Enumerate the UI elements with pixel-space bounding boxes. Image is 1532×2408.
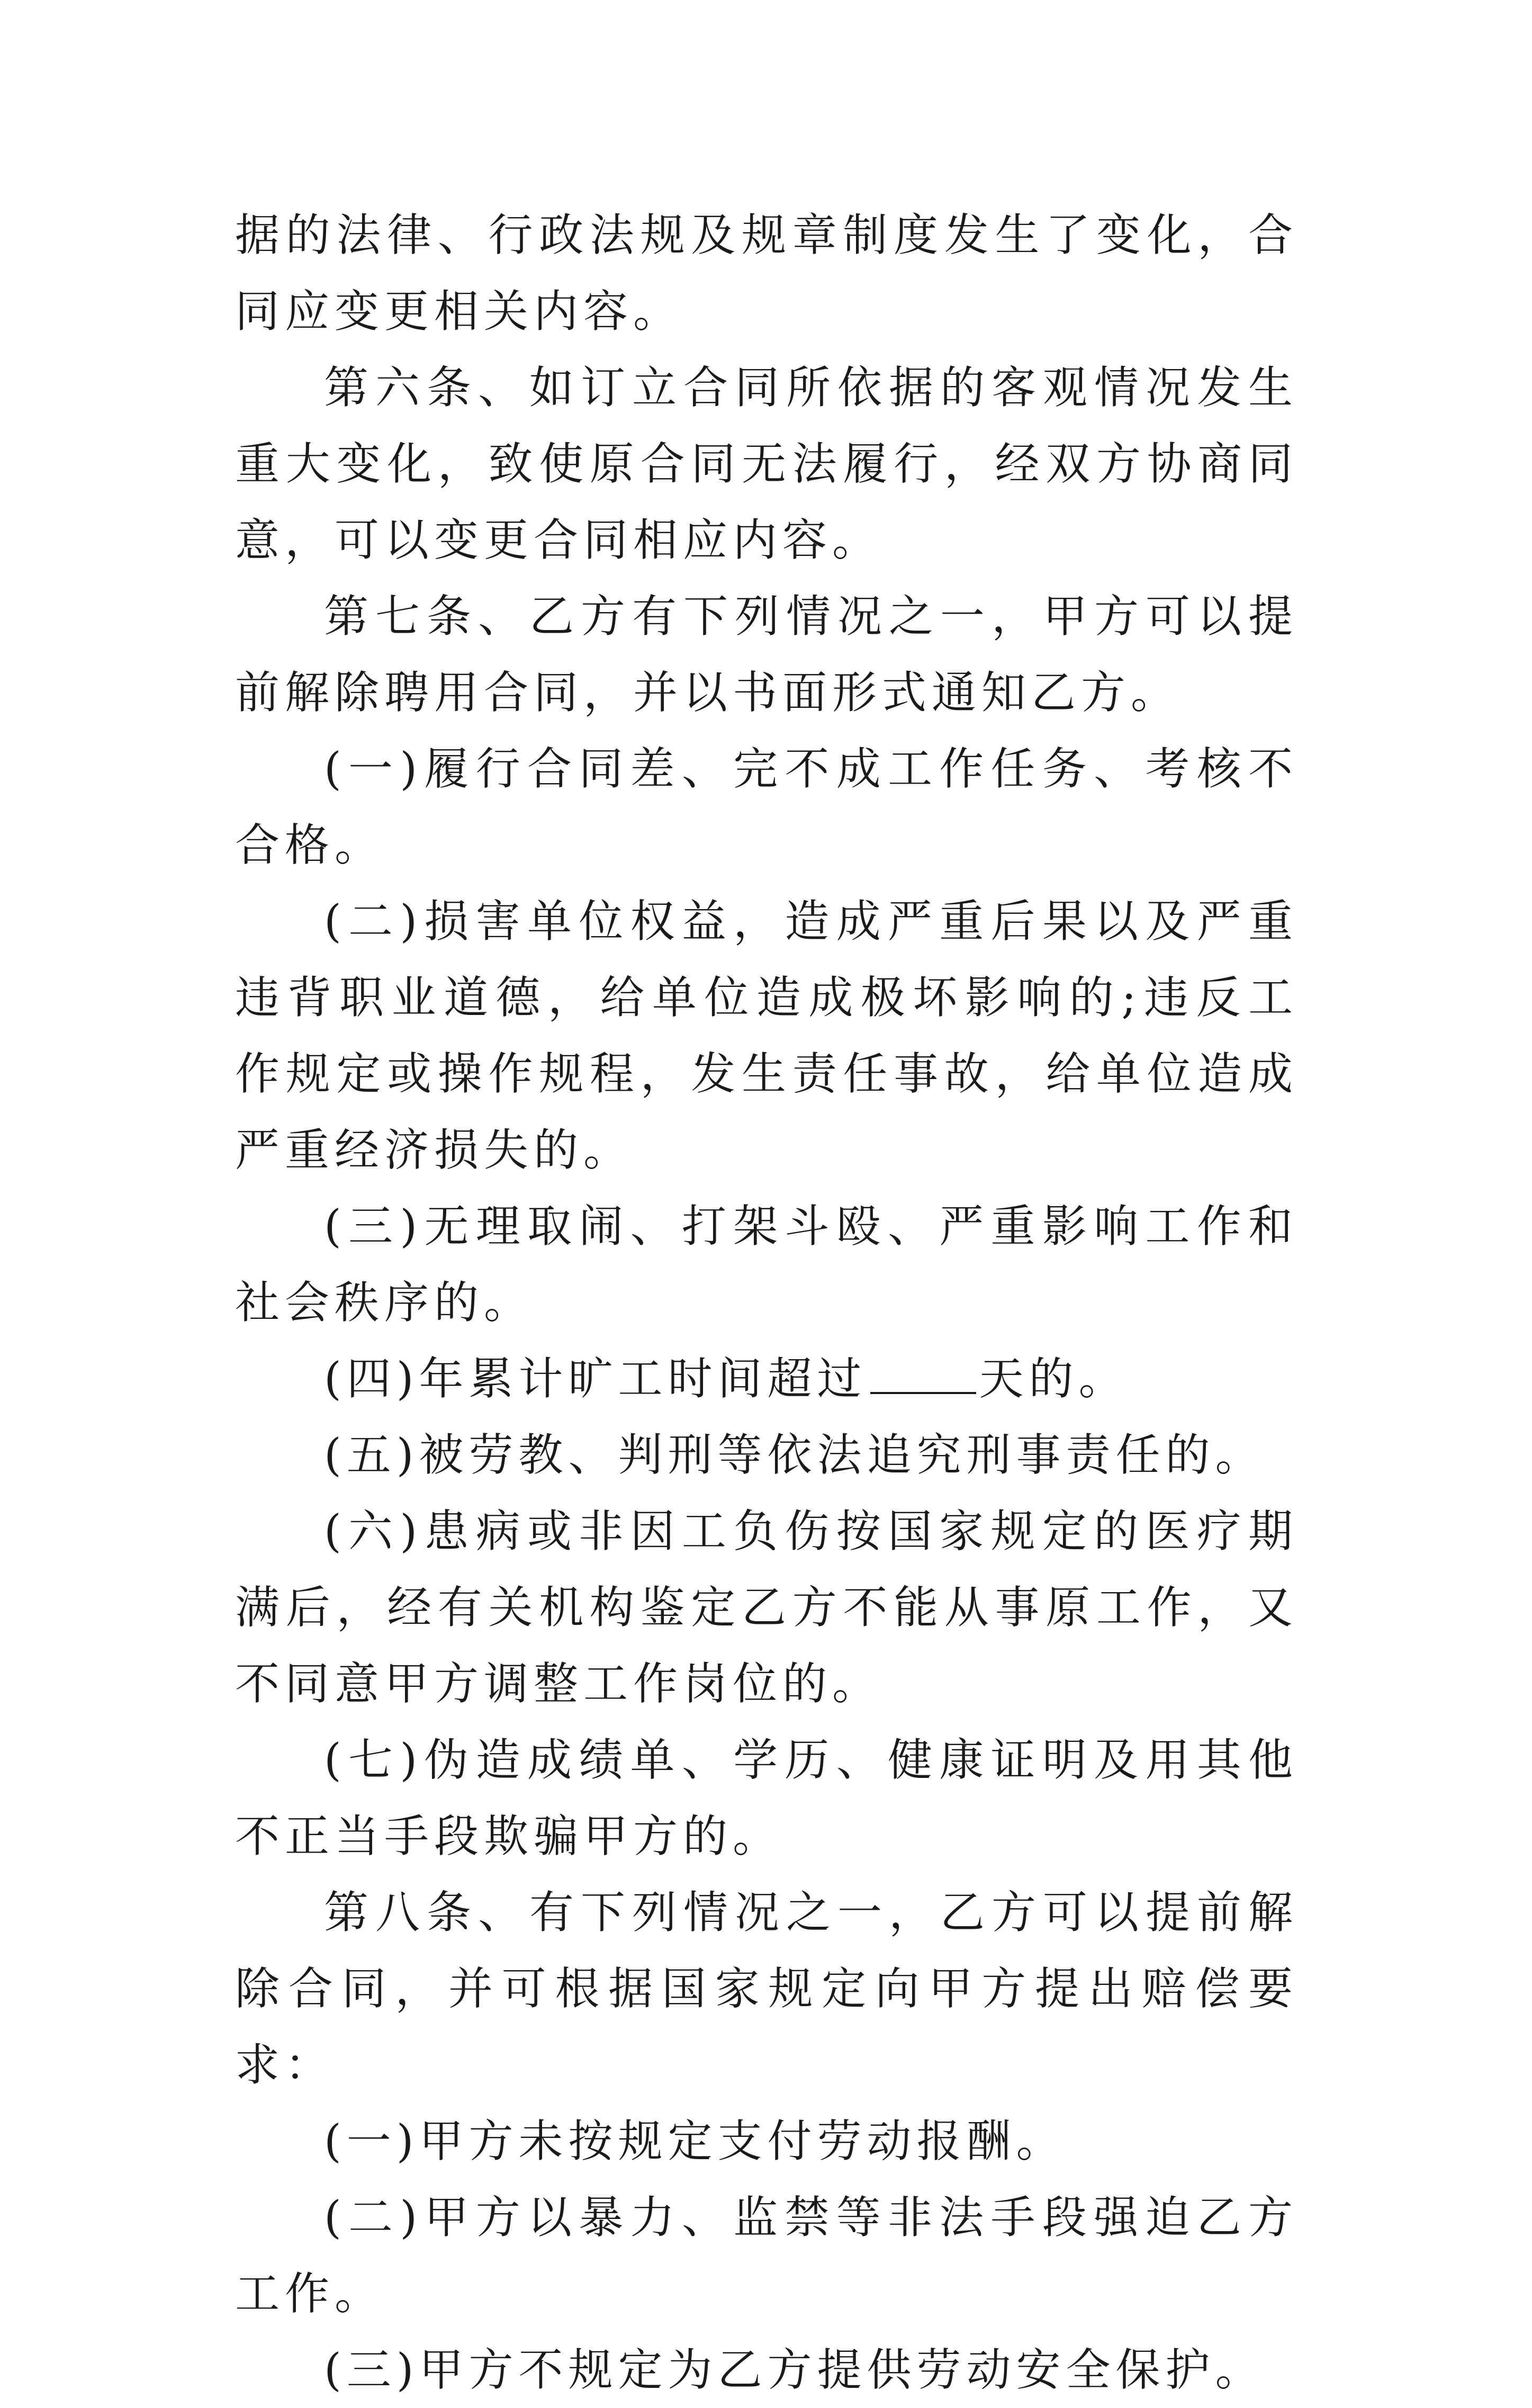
article-7: 第七条、乙方有下列情况之一，甲方可以提前解除聘用合同，并以书面形式通知乙方。: [235, 590, 1298, 718]
article-7-item-7: (七)伪造成绩单、学历、健康证明及用其他不正当手段欺骗甲方的。: [235, 1734, 1298, 1862]
article-6: 第六条、如订立合同所依据的客观情况发生重大变化，致使原合同无法履行，经双方协商同意，可以变更合同相应内容。: [235, 362, 1298, 566]
article-8-item-2: (二)甲方以暴力、监禁等非法手段强迫乙方工作。: [235, 2191, 1298, 2320]
document-body: [235, 197, 1298, 2408]
paragraph-continuation: 据的法律、行政法规及规章制度发生了变化，合同应变更相关内容。: [235, 209, 1298, 337]
fill-in-blank[interactable]: [870, 1355, 976, 1394]
article-7-item-3: (三)无理取闹、打架斗殴、严重影响工作和社会秩序的。: [235, 1200, 1298, 1328]
article-7-item-5: (五)被劳教、判刑等依法追究刑事责任的。: [324, 1429, 1265, 1481]
article-7-item-2: (二)损害单位权益，造成严重后果以及严重违背职业道德，给单位造成极坏影响的;违反工作规定或操作规程，发生责任事故，给单位造成严重经济损失的。: [235, 895, 1298, 1176]
article-7-item-4: [235, 1341, 1298, 1417]
article-7-item-1: (一)履行合同差、完不成工作任务、考核不合格。: [235, 743, 1298, 871]
article-7-item-4-text: (四)年累计旷工时间超过: [324, 1353, 867, 1405]
article-8: 第八条、有下列情况之一，乙方可以提前解除合同，并可根据国家规定向甲方提出赔偿要求：: [235, 1886, 1298, 2091]
article-7-item-4-suffix: 天的。: [979, 1353, 1129, 1405]
article-8-item-1: (一)甲方未按规定支付劳动报酬。: [324, 2115, 1066, 2167]
article-8-item-3: (三)甲方不规定为乙方提供劳动安全保护。: [324, 2344, 1265, 2396]
article-7-item-6: (六)患病或非因工负伤按国家规定的医疗期满后，经有关机构鉴定乙方不能从事原工作，又不同意甲方调整工作岗位的。: [235, 1505, 1298, 1710]
